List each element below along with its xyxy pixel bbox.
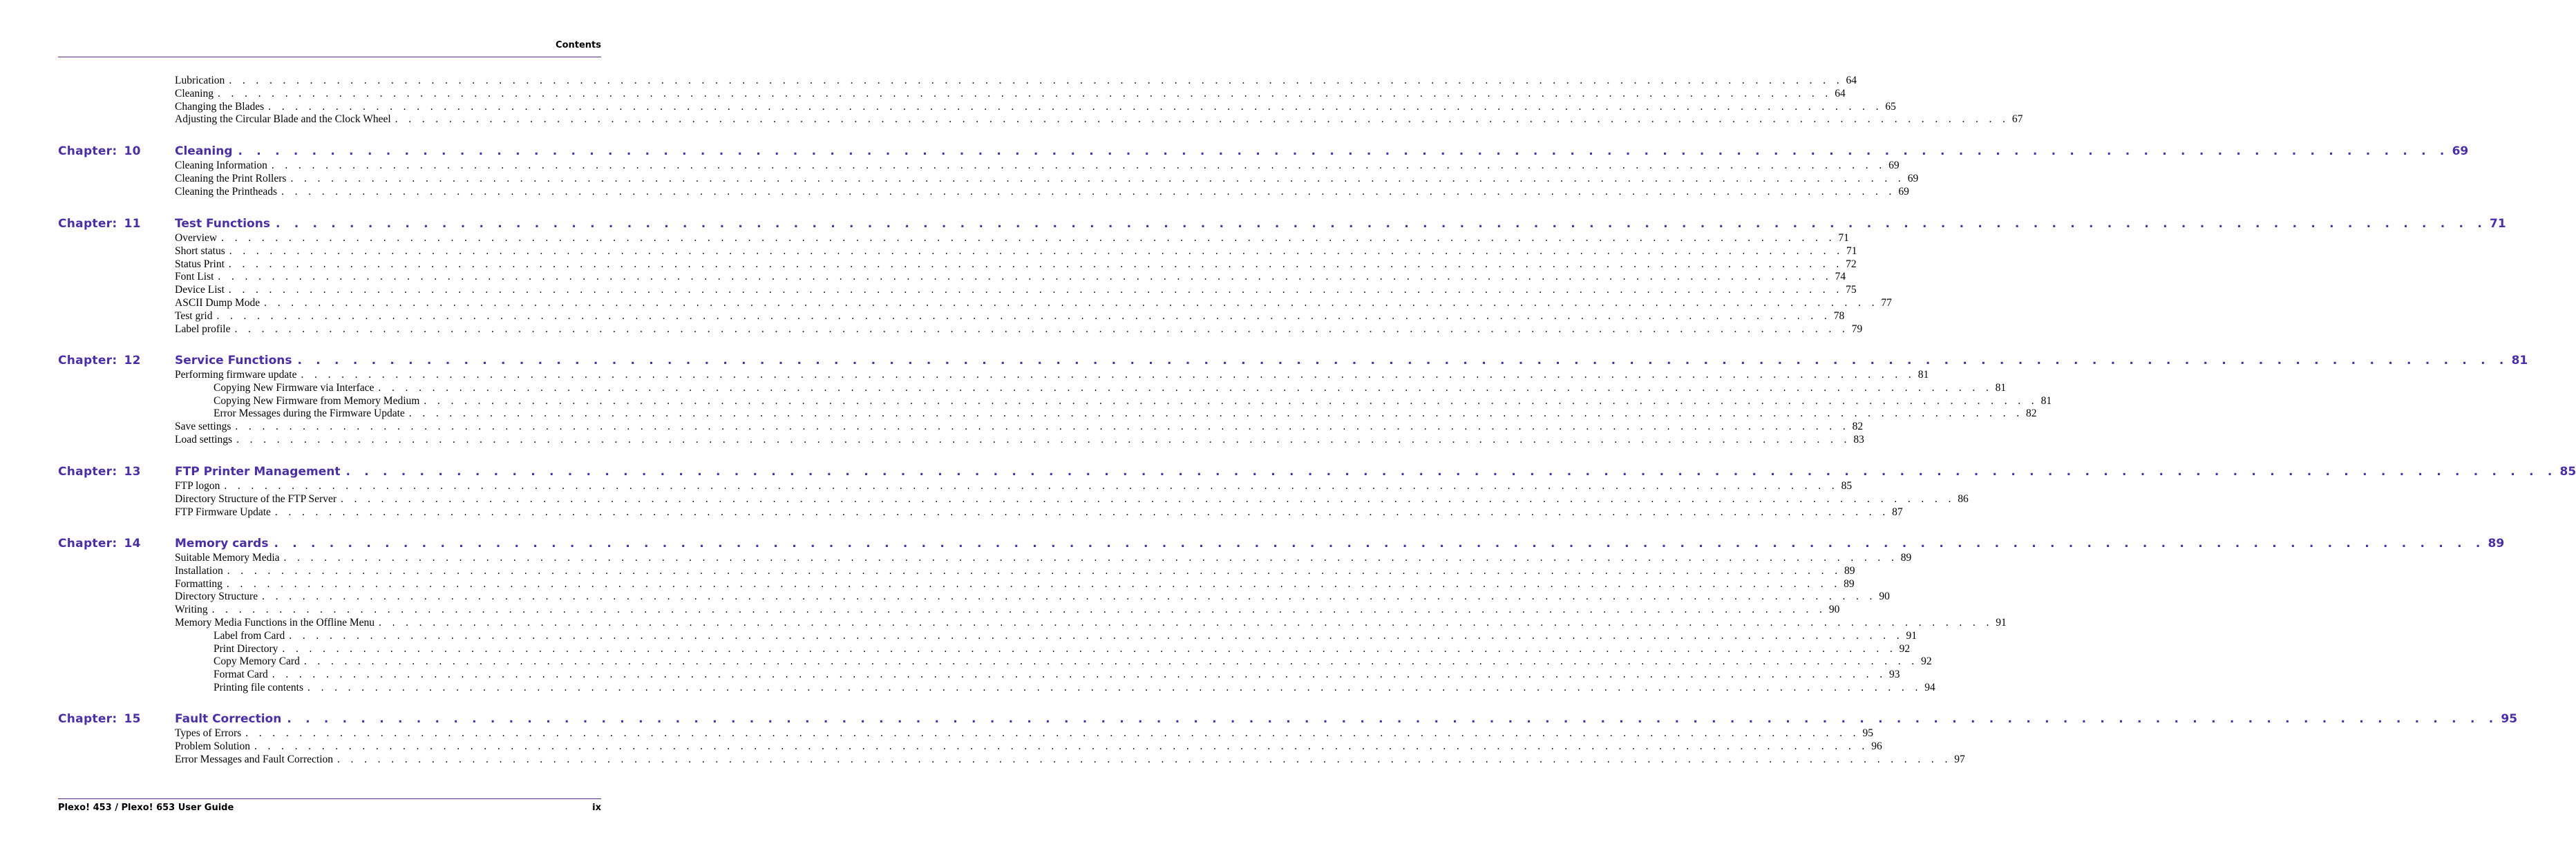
dot-leader: . . . . . . . . . . . . . . . . . . . . . . . . . . . . . . . . . . . . . . . . . . . . . . . . . . . . . . . . . . . . . . . . . . . . . . . . . . . . . . . . . . . . . . . . . . . . . . . . . . . . . . . . . . . . . . . . . . . . . . . . (218, 271, 1832, 283)
chapter-page: 71 (2490, 217, 2506, 231)
toc-subentry[interactable] (214, 381, 2007, 394)
dot-leader: . . . . . . . . . . . . . . . . . . . . . . . . . . . . . . . . . . . . . . . . . . . . . . . . . . . . . . . . . . . . . . . . . . . . . . . . . . . . . . . . . . . . . . . . . . . . . . . . . . . . . . . . . . . . . . . . . . . . . . . . (379, 617, 1993, 629)
chapter-number: 12 (124, 354, 141, 367)
toc-entry-page: 89 (1844, 564, 1855, 577)
dot-leader: . . . . . . . . . . . . . . . . . . . . . . . . . . . . . . . . . . . . . . . . . . . . . . . . . . . . . . . . . . . . . . . . . . . . . . . . . . . . . . . . . . . . . . . . . . . . . . . . . . . . . . . . . . . . . . . . . . . . . . . . (264, 297, 1879, 309)
toc-entry-page: 90 (1828, 604, 1840, 616)
toc-entry-title: Cleaning Information (175, 160, 267, 171)
toc-entry[interactable] (175, 577, 1855, 591)
toc-entry[interactable] (175, 479, 1853, 492)
toc-entry[interactable] (175, 296, 1892, 309)
toc-entry-page: 83 (1853, 434, 1864, 445)
chapter-heading[interactable] (175, 464, 2576, 479)
dot-leader: . . . . . . . . . . . . . . . . . . . . . . . . . . . . . . . . . . . . . . . . . . . . . . . . . . . . . . . . . . . . . . . . . . . . . . . . . . . . . . . . . . . . . . . . . . . . . . . . . . . . . . . . . . . . . . . . . . . . . . . . (408, 408, 2024, 420)
dot-leader: . . . . . . . . . . . . . . . . . . . . . . . . . . . . . . . . . . . . . . . . . . . . . . . . . . . . . . . . . . . . . . . . . . . . . . . . . . . . . . . . . . . . . . . . . . . . . . . . . . . . . . . . . . . . . . . . . . . . . . . . (262, 591, 1877, 603)
chapter-page: 85 (2559, 465, 2576, 479)
chapter-title: Cleaning (175, 144, 233, 158)
running-header: Contents (556, 40, 601, 50)
toc-entry-title: Error Messages during the Firmware Update (214, 408, 405, 420)
toc-entry-title: Changing the Blades (175, 100, 265, 113)
dot-leader: . . . . . . . . . . . . . . . . . . . . . . . . . . . . . . . . . . . . . . . . . . . . . . . . . . . . . . . . . . . . . . . . . . . . . . . . . . . . . . . . . . . . . . . . . . . . . . . . . . . . . . . . . . . . . . . . . . . . . . . . (235, 421, 1850, 433)
toc-entry[interactable] (175, 740, 1882, 753)
chapter-page: 69 (2452, 144, 2469, 158)
toc-entry-page: 69 (1898, 185, 1909, 198)
toc-entry[interactable] (175, 245, 1857, 258)
toc-subentry[interactable] (214, 407, 2037, 420)
toc-entry[interactable] (175, 323, 1863, 336)
chapter-number: 15 (124, 712, 141, 726)
toc-entry-page: 69 (1888, 160, 1900, 171)
toc-entry-page: 81 (1917, 369, 1929, 381)
toc-entry[interactable] (175, 309, 1845, 323)
dot-leader: . . . . . . . . . . . . . . . . . . . . . . . . . . . . . . . . . . . . . . . . . . . . . . . . . . . . . . . . . . . . . . . . . . . . . . . . . . . . . . . . . . . . . . . . . . . . . . . . . . . . . . . . . . . . . . . . . . . . . . . . (297, 354, 2509, 367)
dot-leader: . . . . . . . . . . . . . . . . . . . . . . . . . . . . . . . . . . . . . . . . . . . . . . . . . . . . . . . . . . . . . . . . . . . . . . . . . . . . . . . . . . . . . . . . . . . . . . . . . . . . . . . . . . . . . . . . . . . . . . . . (341, 492, 1955, 505)
dot-leader: . . . . . . . . . . . . . . . . . . . . . . . . . . . . . . . . . . . . . . . . . . . . . . . . . . . . . . . . . . . . . . . . . . . . . . . . . . . . . . . . . . . . . . . . . . . . . . . . . . . . . . . . . . . . . . . . . . . . . . . . (271, 160, 1886, 171)
toc-entry[interactable] (175, 492, 1969, 506)
toc-entry-title: Cleaning the Print Rollers (175, 172, 287, 184)
toc-entry[interactable] (175, 368, 1929, 381)
toc-entry-page: 75 (1846, 284, 1857, 296)
toc-entry-title: Problem Solution (175, 740, 250, 752)
toc-entry-title: Device List (175, 284, 225, 296)
dot-leader: . . . . . . . . . . . . . . . . . . . . . . . . . . . . . . . . . . . . . . . . . . . . . . . . . . . . . . . . . . . . . . . . . . . . . . . . . . . . . . . . . . . . . . . . . . . . . . . . . . . . . . . . . . . . . . . . . . . . . . . . (236, 434, 1851, 445)
toc-entry-page: 96 (1871, 740, 1882, 752)
chapter-title: Memory cards (175, 537, 269, 550)
dot-leader: . . . . . . . . . . . . . . . . . . . . . . . . . . . . . . . . . . . . . . . . . . . . . . . . . . . . . . . . . . . . . . . . . . . . . . . . . . . . . . . . . . . . . . . . . . . . . . . . . . . . . . . . . . . . . . . . . . . . . . . . (303, 655, 1919, 668)
toc-subentry[interactable] (214, 668, 1900, 681)
dot-leader: . . . . . . . . . . . . . . . . . . . . . . . . . . . . . . . . . . . . . . . . . . . . . . . . . . . . . . . . . . . . . . . . . . . . . . . . . . . . . . . . . . . . . . . . . . . . . . . . . . . . . . . . . . . . . . . . . . . . . . . . (274, 537, 2485, 550)
chapter-number: 10 (124, 144, 141, 158)
toc-entry[interactable] (175, 551, 1912, 564)
toc-entry[interactable] (175, 231, 1849, 245)
toc-entry-page: 85 (1841, 480, 1853, 492)
chapter-title: FTP Printer Management (175, 465, 341, 479)
toc-entry-title: FTP Firmware Update (175, 506, 271, 518)
toc-entry-page: 72 (1846, 258, 1857, 270)
chapter-title: Fault Correction (175, 712, 282, 726)
chapter-page: 95 (2501, 712, 2518, 726)
toc-entry-title: Format Card (214, 669, 268, 681)
toc-entry-title: ASCII Dump Mode (175, 297, 261, 309)
toc-entry-page: 79 (1851, 323, 1863, 335)
toc-entry-title: Installation (175, 564, 223, 577)
toc-entry-title: Performing firmware update (175, 369, 297, 381)
toc-entry[interactable] (175, 270, 1846, 283)
dot-leader: . . . . . . . . . . . . . . . . . . . . . . . . . . . . . . . . . . . . . . . . . . . . . . . . . . . . . . . . . . . . . . . . . . . . . . . . . . . . . . . . . . . . . . . . . . . . . . . . . . . . . . . . . . . . . . . . . . . . . . . . (221, 232, 1836, 244)
toc-entry-page: 67 (2011, 113, 2023, 126)
dot-leader: . . . . . . . . . . . . . . . . . . . . . . . . . . . . . . . . . . . . . . . . . . . . . . . . . . . . . . . . . . . . . . . . . . . . . . . . . . . . . . . . . . . . . . . . . . . . . . . . . . . . . . . . . . . . . . . . . . . . . . . . (301, 369, 1915, 381)
toc-entry[interactable] (175, 506, 1903, 519)
toc-entry-title: Overview (175, 232, 218, 244)
toc-entry-title: Cleaning (175, 87, 214, 99)
toc-entry[interactable] (175, 590, 1890, 603)
dot-leader: . . . . . . . . . . . . . . . . . . . . . . . . . . . . . . . . . . . . . . . . . . . . . . . . . . . . . . . . . . . . . . . . . . . . . . . . . . . . . . . . . . . . . . . . . . . . . . . . . . . . . . . . . . . . . . . . . . . . . . . . (274, 506, 1890, 518)
toc-entry[interactable] (175, 87, 1846, 100)
toc-entry-page: 86 (1958, 492, 1969, 505)
toc-entry-page: 91 (1996, 617, 2007, 629)
toc-entry-title: Types of Errors (175, 727, 242, 739)
toc-subentry[interactable] (214, 629, 1917, 642)
dot-leader: . . . . . . . . . . . . . . . . . . . . . . . . . . . . . . . . . . . . . . . . . . . . . . . . . . . . . . . . . . . . . . . . . . . . . . . . . . . . . . . . . . . . . . . . . . . . . . . . . . . . . . . . . . . . . . . . . . . . . . . . (211, 604, 1826, 616)
toc-entry-page: 78 (1833, 309, 1845, 322)
toc-entry-title: Test grid (175, 309, 213, 322)
chapter-title: Test Functions (175, 217, 270, 231)
footer-rule (58, 798, 601, 799)
toc-entry[interactable] (175, 172, 1919, 185)
toc-entry-page: 81 (2040, 394, 2052, 407)
dot-leader: . . . . . . . . . . . . . . . . . . . . . . . . . . . . . . . . . . . . . . . . . . . . . . . . . . . . . . . . . . . . . . . . . . . . . . . . . . . . . . . . . . . . . . . . . . . . . . . . . . . . . . . . . . . . . . . . . . . . . . . . (229, 245, 1844, 257)
toc-entry-title: Error Messages and Fault Correction (175, 753, 333, 765)
toc-entry-page: 74 (1835, 271, 1846, 283)
toc-entry-title: Label from Card (214, 629, 285, 642)
dot-leader: . . . . . . . . . . . . . . . . . . . . . . . . . . . . . . . . . . . . . . . . . . . . . . . . . . . . . . . . . . . . . . . . . . . . . . . . . . . . . . . . . . . . . . . . . . . . . . . . . . . . . . . . . . . . . . . . . . . . . . . . (226, 577, 1841, 590)
toc-entry-page: 64 (1835, 87, 1846, 99)
toc-entry[interactable] (175, 564, 1855, 577)
toc-subentry[interactable] (214, 655, 1932, 668)
dot-leader: . . . . . . . . . . . . . . . . . . . . . . . . . . . . . . . . . . . . . . . . . . . . . . . . . . . . . . . . . . . . . . . . . . . . . . . . . . . . . . . . . . . . . . . . . . . . . . . . . . . . . . . . . . . . . . . . . . . . . . . . (254, 740, 1869, 752)
footer-document-title: Plexo! 453 / Plexo! 653 User Guide (58, 803, 234, 813)
toc-entry[interactable] (175, 159, 1900, 172)
toc-entry-page: 93 (1889, 669, 1900, 681)
chapter-label (58, 712, 141, 726)
dot-leader: . . . . . . . . . . . . . . . . . . . . . . . . . . . . . . . . . . . . . . . . . . . . . . . . . . . . . . . . . . . . . . . . . . . . . . . . . . . . . . . . . . . . . . . . . . . . . . . . . . . . . . . . . . . . . . . . . . . . . . . . (307, 682, 1922, 693)
toc-entry-page: 89 (1900, 552, 1912, 564)
toc-entry-title: Status Print (175, 258, 225, 270)
dot-leader: . . . . . . . . . . . . . . . . . . . . . . . . . . . . . . . . . . . . . . . . . . . . . . . . . . . . . . . . . . . . . . . . . . . . . . . . . . . . . . . . . . . . . . . . . . . . . . . . . . . . . . . . . . . . . . . . . . . . . . . . (227, 564, 1841, 577)
toc-entry-title: Directory Structure (175, 591, 258, 603)
toc-entry-page: 71 (1838, 232, 1849, 244)
chapter-word: Chapter: (58, 217, 117, 231)
toc-entry-title: Formatting (175, 577, 222, 590)
toc-entry-page: 94 (1924, 682, 1935, 693)
chapter-word: Chapter: (58, 144, 117, 158)
chapter-word: Chapter: (58, 537, 117, 550)
chapter-word: Chapter: (58, 712, 117, 726)
toc-entry[interactable] (175, 616, 2007, 629)
toc-entry-page: 87 (1892, 506, 1903, 518)
toc-entry-title: Printing file contents (214, 682, 304, 693)
dot-leader: . . . . . . . . . . . . . . . . . . . . . . . . . . . . . . . . . . . . . . . . . . . . . . . . . . . . . . . . . . . . . . . . . . . . . . . . . . . . . . . . . . . . . . . . . . . . . . . . . . . . . . . . . . . . . . . . . . . . . . . . (228, 258, 1844, 270)
toc-entry-title: Copying New Firmware via Interface (214, 381, 375, 394)
dot-leader: . . . . . . . . . . . . . . . . . . . . . . . . . . . . . . . . . . . . . . . . . . . . . . . . . . . . . . . . . . . . . . . . . . . . . . . . . . . . . . . . . . . . . . . . . . . . . . . . . . . . . . . . . . . . . . . . . . . . . . . . (395, 113, 2009, 126)
toc-entry-title: FTP logon (175, 480, 220, 492)
chapter-page: 89 (2488, 537, 2505, 550)
chapter-label (58, 354, 141, 367)
toc-entry-page: 82 (2026, 408, 2037, 420)
toc-entry-title: Lubrication (175, 75, 225, 86)
toc-entry[interactable] (175, 283, 1857, 296)
toc-entry-title: Copy Memory Card (214, 655, 300, 668)
dot-leader: . . . . . . . . . . . . . . . . . . . . . . . . . . . . . . . . . . . . . . . . . . . . . . . . . . . . . . . . . . . . . . . . . . . . . . . . . . . . . . . . . . . . . . . . . . . . . . . . . . . . . . . . . . . . . . . . . . . . . . . . (281, 185, 1896, 198)
toc-entry[interactable] (175, 420, 1864, 433)
toc-entry-page: 65 (1885, 100, 1896, 113)
toc-entry-page: 82 (1852, 421, 1864, 433)
chapter-heading[interactable] (175, 216, 2506, 231)
toc-entry-title: Directory Structure of the FTP Server (175, 492, 337, 505)
toc-entry[interactable] (175, 74, 1857, 87)
toc-entry-page: 90 (1879, 591, 1890, 603)
dot-leader: . . . . . . . . . . . . . . . . . . . . . . . . . . . . . . . . . . . . . . . . . . . . . . . . . . . . . . . . . . . . . . . . . . . . . . . . . . . . . . . . . . . . . . . . . . . . . . . . . . . . . . . . . . . . . . . . . . . . . . . . (283, 552, 1898, 564)
toc-entry[interactable] (175, 753, 1965, 766)
chapter-number: 14 (124, 537, 141, 550)
dot-leader: . . . . . . . . . . . . . . . . . . . . . . . . . . . . . . . . . . . . . . . . . . . . . . . . . . . . . . . . . . . . . . . . . . . . . . . . . . . . . . . . . . . . . . . . . . . . . . . . . . . . . . . . . . . . . . . . . . . . . . . . (217, 87, 1832, 99)
toc-entry[interactable] (175, 727, 1873, 740)
toc-entry-title: Print Directory (214, 642, 278, 655)
chapter-number: 13 (124, 465, 141, 479)
toc-entry[interactable] (175, 603, 1840, 616)
toc-entry-title: Cleaning the Printheads (175, 185, 278, 198)
dot-leader: . . . . . . . . . . . . . . . . . . . . . . . . . . . . . . . . . . . . . . . . . . . . . . . . . . . . . . . . . . . . . . . . . . . . . . . . . . . . . . . . . . . . . . . . . . . . . . . . . . . . . . . . . . . . . . . . . . . . . . . . (282, 642, 1897, 655)
chapter-label (58, 537, 141, 550)
toc-entry-page: 71 (1846, 245, 1857, 257)
toc-subentry[interactable] (214, 642, 1911, 655)
chapter-heading[interactable] (175, 711, 2518, 727)
footer-page-number: ix (592, 803, 601, 813)
toc-entry-title: Label profile (175, 323, 231, 335)
toc-entry-page: 77 (1881, 297, 1892, 309)
toc-entry-title: Memory Media Functions in the Offline Menu (175, 617, 375, 629)
toc-entry[interactable] (175, 433, 1864, 446)
dot-leader: . . . . . . . . . . . . . . . . . . . . . . . . . . . . . . . . . . . . . . . . . . . . . . . . . . . . . . . . . . . . . . . . . . . . . . . . . . . . . . . . . . . . . . . . . . . . . . . . . . . . . . . . . . . . . . . . . . . . . . . . (238, 144, 2450, 158)
chapter-label (58, 465, 141, 479)
dot-leader: . . . . . . . . . . . . . . . . . . . . . . . . . . . . . . . . . . . . . . . . . . . . . . . . . . . . . . . . . . . . . . . . . . . . . . . . . . . . . . . . . . . . . . . . . . . . . . . . . . . . . . . . . . . . . . . . . . . . . . . . (424, 394, 2038, 407)
toc-entry-title: Copying New Firmware from Memory Medium (214, 394, 420, 407)
dot-leader: . . . . . . . . . . . . . . . . . . . . . . . . . . . . . . . . . . . . . . . . . . . . . . . . . . . . . . . . . . . . . . . . . . . . . . . . . . . . . . . . . . . . . . . . . . . . . . . . . . . . . . . . . . . . . . . . . . . . . . . . (289, 629, 1904, 642)
toc-entry-page: 64 (1846, 75, 1857, 86)
chapter-page: 81 (2511, 354, 2528, 367)
toc-entry-title: Short status (175, 245, 225, 257)
chapter-number: 11 (124, 217, 141, 231)
toc-entry[interactable] (175, 258, 1857, 271)
dot-leader: . . . . . . . . . . . . . . . . . . . . . . . . . . . . . . . . . . . . . . . . . . . . . . . . . . . . . . . . . . . . . . . . . . . . . . . . . . . . . . . . . . . . . . . . . . . . . . . . . . . . . . . . . . . . . . . . . . . . . . . . (287, 712, 2499, 726)
toc-entry-title: Font List (175, 271, 214, 283)
chapter-heading[interactable] (175, 353, 2528, 368)
toc-entry[interactable] (175, 185, 1909, 198)
toc-entry-page: 92 (1921, 655, 1932, 668)
toc-entry-page: 69 (1907, 172, 1919, 184)
toc-subentry[interactable] (214, 681, 1935, 694)
dot-leader: . . . . . . . . . . . . . . . . . . . . . . . . . . . . . . . . . . . . . . . . . . . . . . . . . . . . . . . . . . . . . . . . . . . . . . . . . . . . . . . . . . . . . . . . . . . . . . . . . . . . . . . . . . . . . . . . . . . . . . . . (345, 465, 2557, 479)
dot-leader: . . . . . . . . . . . . . . . . . . . . . . . . . . . . . . . . . . . . . . . . . . . . . . . . . . . . . . . . . . . . . . . . . . . . . . . . . . . . . . . . . . . . . . . . . . . . . . . . . . . . . . . . . . . . . . . . . . . . . . . . (272, 669, 1887, 681)
toc-entry-page: 81 (1995, 381, 2007, 394)
toc-entry-title: Writing (175, 604, 208, 616)
toc-subentry[interactable] (214, 394, 2052, 408)
chapter-word: Chapter: (58, 354, 117, 367)
toc-entry-page: 97 (1954, 753, 1965, 765)
dot-leader: . . . . . . . . . . . . . . . . . . . . . . . . . . . . . . . . . . . . . . . . . . . . . . . . . . . . . . . . . . . . . . . . . . . . . . . . . . . . . . . . . . . . . . . . . . . . . . . . . . . . . . . . . . . . . . . . . . . . . . . . (290, 172, 1905, 184)
toc-entry-title: Save settings (175, 421, 231, 433)
chapter-title: Service Functions (175, 354, 292, 367)
toc-entry[interactable] (175, 113, 2023, 126)
dot-leader: . . . . . . . . . . . . . . . . . . . . . . . . . . . . . . . . . . . . . . . . . . . . . . . . . . . . . . . . . . . . . . . . . . . . . . . . . . . . . . . . . . . . . . . . . . . . . . . . . . . . . . . . . . . . . . . . . . . . . . . . (224, 480, 1839, 492)
dot-leader: . . . . . . . . . . . . . . . . . . . . . . . . . . . . . . . . . . . . . . . . . . . . . . . . . . . . . . . . . . . . . . . . . . . . . . . . . . . . . . . . . . . . . . . . . . . . . . . . . . . . . . . . . . . . . . . . . . . . . . . . (275, 217, 2487, 231)
toc-entry-page: 92 (1899, 642, 1911, 655)
toc-entry-title: Load settings (175, 434, 233, 445)
chapter-label (58, 144, 141, 158)
chapter-word: Chapter: (58, 465, 117, 479)
chapter-heading[interactable] (175, 144, 2469, 159)
dot-leader: . . . . . . . . . . . . . . . . . . . . . . . . . . . . . . . . . . . . . . . . . . . . . . . . . . . . . . . . . . . . . . . . . . . . . . . . . . . . . . . . . . . . . . . . . . . . . . . . . . . . . . . . . . . . . . . . . . . . . . . . (228, 284, 1844, 296)
toc-entry-page: 89 (1844, 577, 1855, 590)
dot-leader: . . . . . . . . . . . . . . . . . . . . . . . . . . . . . . . . . . . . . . . . . . . . . . . . . . . . . . . . . . . . . . . . . . . . . . . . . . . . . . . . . . . . . . . . . . . . . . . . . . . . . . . . . . . . . . . . . . . . . . . . (337, 753, 1952, 765)
dot-leader: . . . . . . . . . . . . . . . . . . . . . . . . . . . . . . . . . . . . . . . . . . . . . . . . . . . . . . . . . . . . . . . . . . . . . . . . . . . . . . . . . . . . . . . . . . . . . . . . . . . . . . . . . . . . . . . . . . . . . . . . (378, 381, 1993, 394)
dot-leader: . . . . . . . . . . . . . . . . . . . . . . . . . . . . . . . . . . . . . . . . . . . . . . . . . . . . . . . . . . . . . . . . . . . . . . . . . . . . . . . . . . . . . . . . . . . . . . . . . . . . . . . . . . . . . . . . . . . . . . . . (234, 323, 1849, 335)
chapter-heading[interactable] (175, 536, 2505, 551)
toc-entry-page: 95 (1862, 727, 1873, 739)
chapter-label (58, 217, 141, 231)
toc-entry-title: Adjusting the Circular Blade and the Clock Wheel (175, 113, 391, 126)
toc-entry-page: 91 (1906, 629, 1917, 642)
toc-entry[interactable] (175, 100, 1896, 113)
toc-entry-title: Suitable Memory Media (175, 552, 280, 564)
dot-leader: . . . . . . . . . . . . . . . . . . . . . . . . . . . . . . . . . . . . . . . . . . . . . . . . . . . . . . . . . . . . . . . . . . . . . . . . . . . . . . . . . . . . . . . . . . . . . . . . . . . . . . . . . . . . . . . . . . . . . . . . (268, 100, 1883, 113)
dot-leader: . . . . . . . . . . . . . . . . . . . . . . . . . . . . . . . . . . . . . . . . . . . . . . . . . . . . . . . . . . . . . . . . . . . . . . . . . . . . . . . . . . . . . . . . . . . . . . . . . . . . . . . . . . . . . . . . . . . . . . . . (245, 727, 1860, 739)
dot-leader: . . . . . . . . . . . . . . . . . . . . . . . . . . . . . . . . . . . . . . . . . . . . . . . . . . . . . . . . . . . . . . . . . . . . . . . . . . . . . . . . . . . . . . . . . . . . . . . . . . . . . . . . . . . . . . . . . . . . . . . . (229, 75, 1844, 86)
dot-leader: . . . . . . . . . . . . . . . . . . . . . . . . . . . . . . . . . . . . . . . . . . . . . . . . . . . . . . . . . . . . . . . . . . . . . . . . . . . . . . . . . . . . . . . . . . . . . . . . . . . . . . . . . . . . . . . . . . . . . . . . (216, 309, 1831, 322)
